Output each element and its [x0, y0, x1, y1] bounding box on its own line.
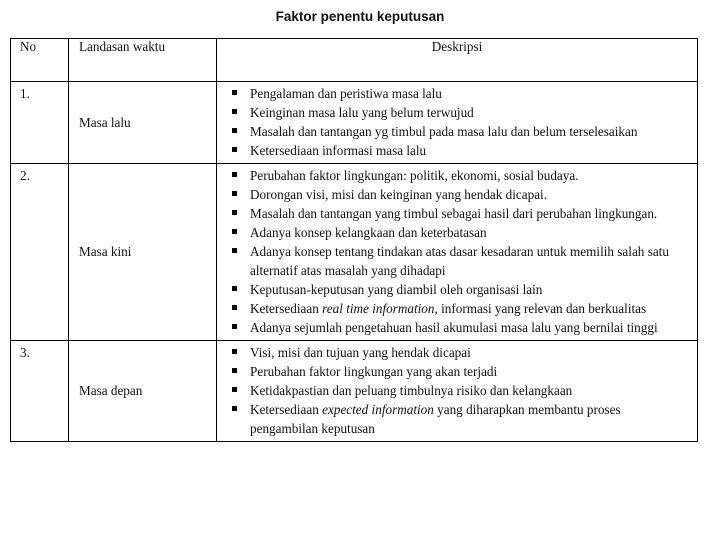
bullet-square-icon	[232, 286, 237, 291]
bullet-square-icon	[232, 172, 237, 177]
bullet-square-icon	[232, 406, 237, 411]
row-number: 3.	[11, 341, 69, 442]
list-item	[225, 299, 689, 318]
list-item	[225, 185, 689, 204]
list-item-text: Perubahan faktor lingkungan: politik, ekonomi, sosial budaya.	[250, 168, 579, 183]
row-time-basis: Masa depan	[69, 341, 217, 442]
bullet-square-icon	[232, 368, 237, 373]
list-item-text: Ketidakpastian dan peluang timbulnya risiko dan kelangkaan	[250, 383, 573, 398]
bullet-square-icon	[232, 349, 237, 354]
list-item-text: Ketersediaan informasi masa lalu	[250, 143, 427, 158]
bullet-square-icon	[232, 305, 237, 310]
list-item-text: Perubahan faktor lingkungan yang akan terjadi	[250, 364, 498, 379]
row-description	[217, 82, 698, 164]
table-row	[11, 164, 698, 341]
list-item	[225, 318, 689, 337]
list-item-text: Ketersediaan	[250, 301, 323, 316]
row-number: 2.	[11, 164, 69, 341]
list-item-text: yang diharapkan membantu proses pengambilan keputusan	[250, 402, 621, 436]
bullet-square-icon	[232, 210, 237, 215]
list-item	[225, 84, 689, 103]
list-item-text: informasi yang relevan dan berkualitas	[437, 301, 647, 316]
header-deskripsi: Deskripsi	[217, 39, 698, 82]
list-item-text: Ketersediaan	[250, 402, 323, 417]
row-time-basis: Masa lalu	[69, 82, 217, 164]
row-time-basis: Masa kini	[69, 164, 217, 341]
list-item	[225, 103, 689, 122]
bullet-square-icon	[232, 248, 237, 253]
list-item-text: Visi, misi dan tujuan yang hendak dicapai	[250, 345, 471, 360]
bullet-square-icon	[232, 90, 237, 95]
header-no: No	[11, 39, 69, 82]
list-item-text: Adanya sejumlah pengetahuan hasil akumulasi masa lalu yang bernilai tinggi	[250, 320, 658, 335]
page-title: Faktor penentu keputusan	[275, 9, 445, 24]
bullet-square-icon	[232, 324, 237, 329]
list-item	[225, 381, 689, 400]
bullet-list	[225, 343, 689, 438]
list-item	[225, 141, 689, 160]
bullet-list	[225, 84, 689, 160]
list-item	[225, 242, 689, 280]
list-item-text: Keinginan masa lalu yang belum terwujud	[250, 105, 474, 120]
list-item-emphasis: real time information,	[322, 301, 438, 316]
table-row	[11, 82, 698, 164]
list-item	[225, 400, 689, 438]
bullet-square-icon	[232, 109, 237, 114]
list-item-text: Dorongan visi, misi dan keinginan yang hendak dicapai.	[250, 187, 548, 202]
bullet-square-icon	[232, 128, 237, 133]
bullet-list	[225, 166, 689, 337]
list-item	[225, 362, 689, 381]
bullet-square-icon	[232, 191, 237, 196]
table-row	[11, 341, 698, 442]
bullet-square-icon	[232, 229, 237, 234]
list-item-emphasis: expected information	[322, 402, 434, 417]
row-description	[217, 164, 698, 341]
row-number: 1.	[11, 82, 69, 164]
list-item-text: Pengalaman dan peristiwa masa lalu	[250, 86, 442, 101]
list-item	[225, 343, 689, 362]
bullet-square-icon	[232, 387, 237, 392]
list-item	[225, 166, 689, 185]
table-header-row	[11, 39, 698, 82]
bullet-square-icon	[232, 147, 237, 152]
header-landasan-waktu: Landasan waktu	[69, 39, 217, 82]
list-item	[225, 223, 689, 242]
list-item-text: Adanya konsep tentang tindakan atas dasar kesadaran untuk memilih salah satu alternatif atas masalah yang dihadapi	[250, 244, 669, 278]
list-item	[225, 122, 689, 141]
row-description	[217, 341, 698, 442]
list-item	[225, 280, 689, 299]
list-item	[225, 204, 689, 223]
decision-factors-table	[10, 38, 698, 442]
list-item-text: Keputusan-keputusan yang diambil oleh organisasi lain	[250, 282, 543, 297]
list-item-text: Adanya konsep kelangkaan dan keterbatasan	[250, 225, 487, 240]
list-item-text: Masalah dan tantangan yg timbul pada masa lalu dan belum terselesaikan	[250, 124, 638, 139]
list-item-text: Masalah dan tantangan yang timbul sebagai hasil dari perubahan lingkungan.	[250, 206, 658, 221]
